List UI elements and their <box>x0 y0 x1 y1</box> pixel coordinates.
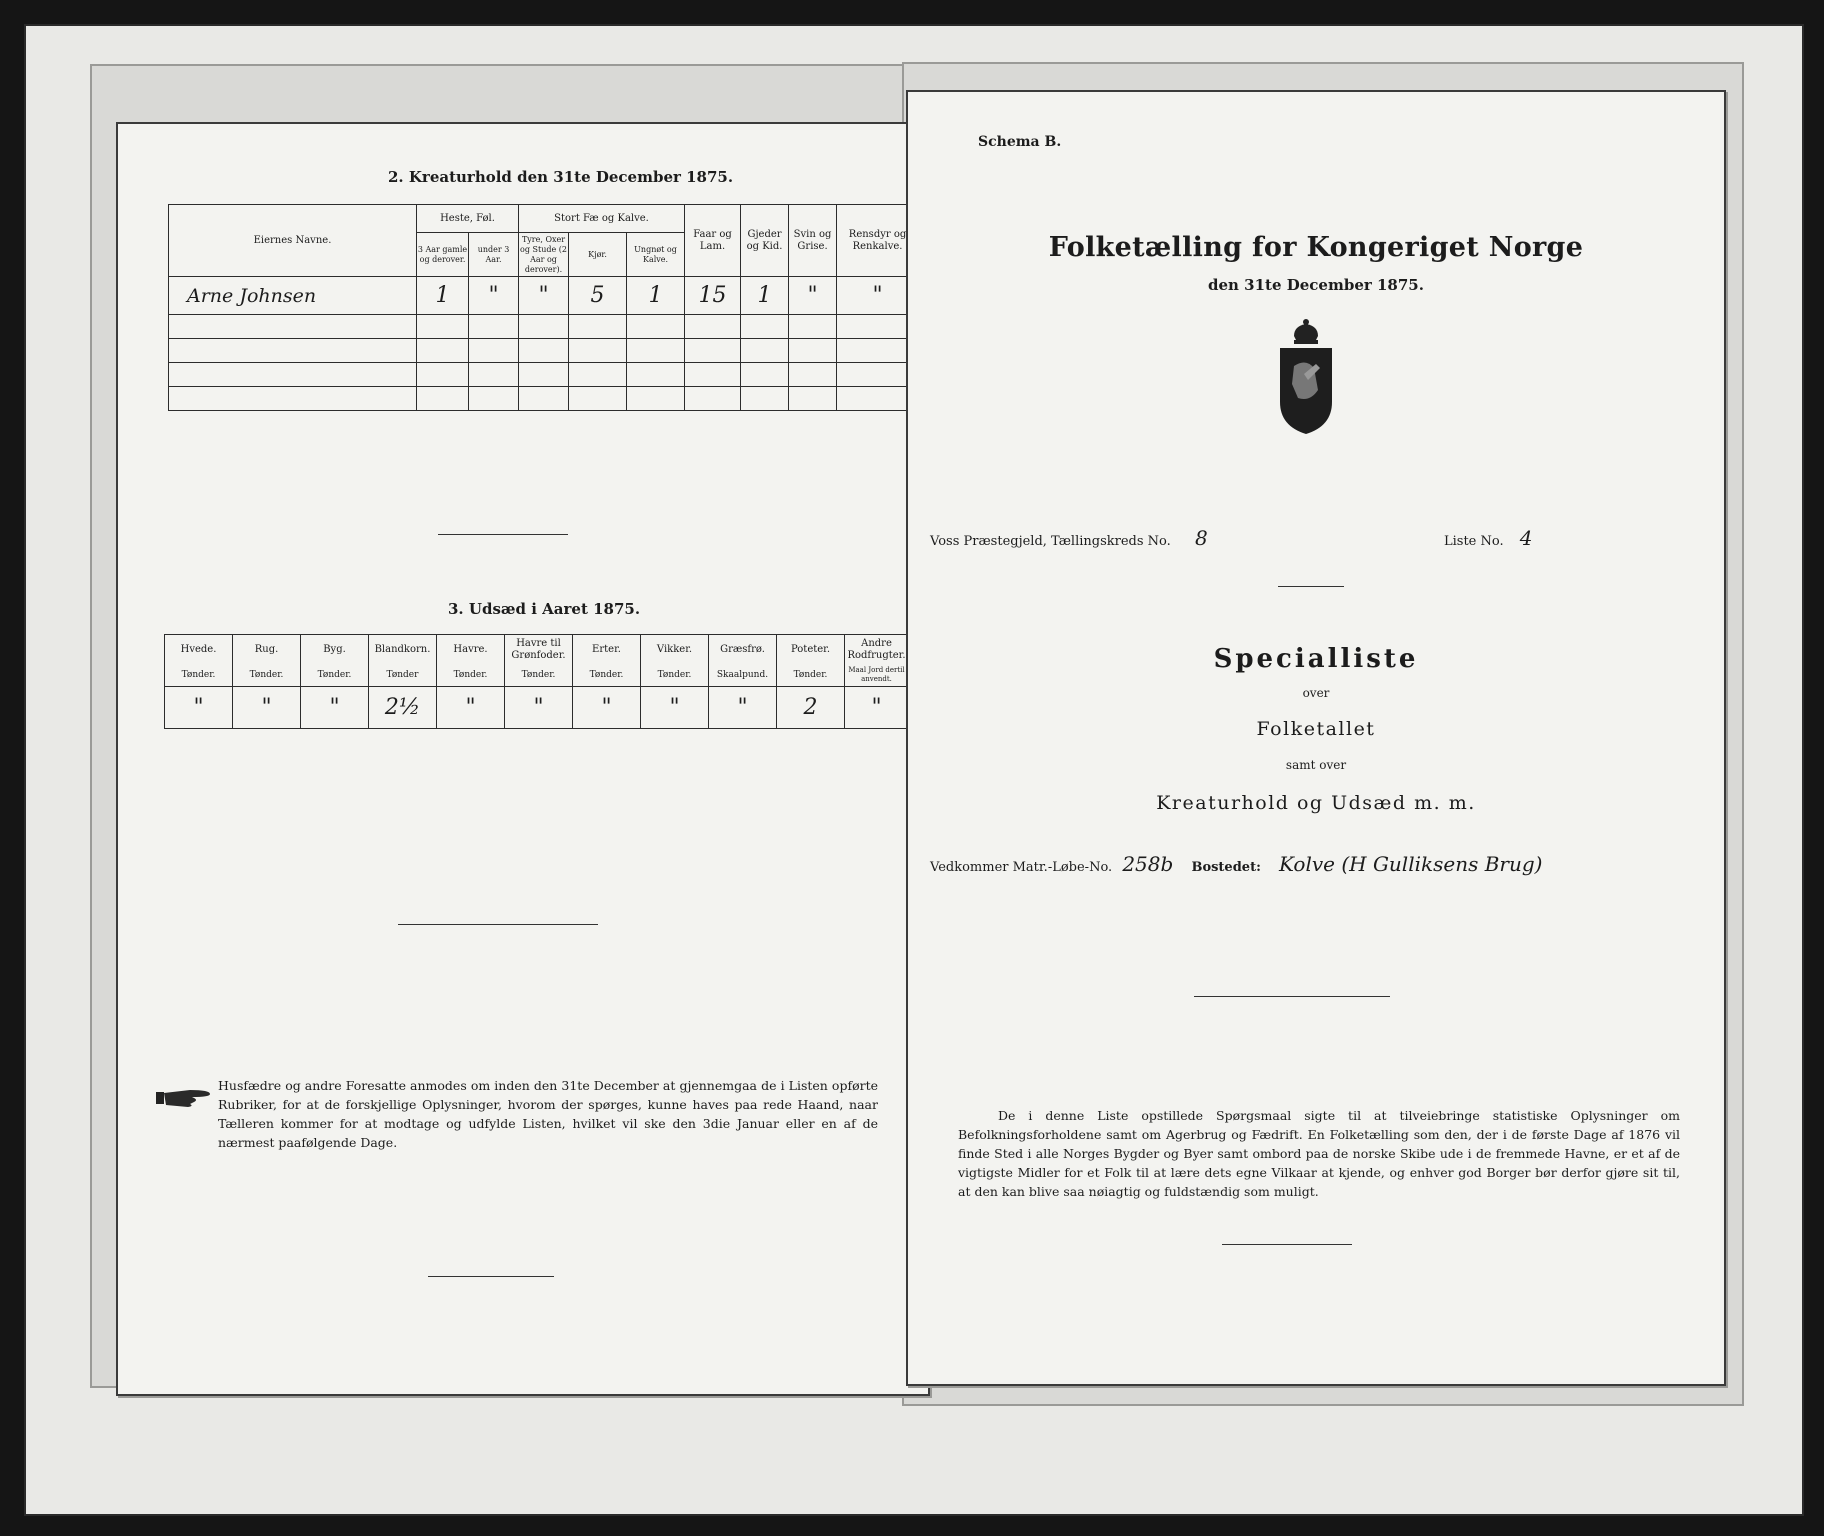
table-row <box>169 363 919 387</box>
seed-value: " <box>165 687 233 729</box>
table-row <box>169 387 919 411</box>
seed-header: Poteter. <box>777 635 845 665</box>
seed-header: Havre til Grønfoder. <box>505 635 573 665</box>
seed-value: " <box>641 687 709 729</box>
matr-line <box>930 852 1542 876</box>
seed-header: Rug. <box>233 635 301 665</box>
seed-unit: Tønder. <box>233 665 301 687</box>
bosted-label: Bostedet: <box>1191 860 1261 875</box>
list-line <box>1444 526 1533 550</box>
district-label: Voss Præstegjeld, Tællingskreds No. <box>930 534 1171 549</box>
seed-unit: Tønder. <box>777 665 845 687</box>
seed-header: Hvede. <box>165 635 233 665</box>
divider <box>438 534 568 535</box>
divider <box>1278 586 1344 587</box>
seed-header: Blandkorn. <box>369 635 437 665</box>
divider <box>398 924 598 925</box>
list-number: 4 <box>1519 526 1533 550</box>
seed-header: Andre Rodfrugter. <box>845 635 909 665</box>
cell-goats: 1 <box>741 277 789 315</box>
seed-header: Græsfrø. <box>709 635 777 665</box>
census-date: den 31te December 1875. <box>1208 276 1424 294</box>
table-row <box>169 277 919 315</box>
header-horses: Heste, Føl. <box>417 205 519 233</box>
header-cattle-young: Ungnøt og Kalve. <box>627 233 685 277</box>
header-sheep: Faar og Lam. <box>685 205 741 277</box>
cell-pigs: " <box>789 277 837 315</box>
livestock-table <box>168 204 919 411</box>
cell-cattle-cows: 5 <box>569 277 627 315</box>
header-cattle: Stort Fæ og Kalve. <box>519 205 685 233</box>
cell-cattle-young: 1 <box>627 277 685 315</box>
header-horses-old: 3 Aar gamle og derover. <box>417 233 469 277</box>
seed-unit: Tønder. <box>165 665 233 687</box>
cell-cattle-bulls: " <box>519 277 569 315</box>
header-pigs: Svin og Grise. <box>789 205 837 277</box>
seed-value: " <box>301 687 369 729</box>
header-cattle-bulls: Tyre, Oxer og Stude (2 Aar og derover). <box>519 233 569 277</box>
list-label: Liste No. <box>1444 534 1504 549</box>
owner-name: Arne Johnsen <box>169 277 417 315</box>
cell-horses-young: " <box>469 277 519 315</box>
specialliste-title: Specialliste <box>1213 644 1419 674</box>
seed-unit: Tønder. <box>641 665 709 687</box>
seed-unit: Tønder <box>369 665 437 687</box>
over-label: over <box>1302 686 1330 700</box>
section3-title: 3. Udsæd i Aaret 1875. <box>448 600 641 618</box>
header-goats: Gjeder og Kid. <box>741 205 789 277</box>
section2-title: 2. Kreaturhold den 31te December 1875. <box>388 168 734 186</box>
header-horses-young: under 3 Aar. <box>469 233 519 277</box>
table-row <box>169 315 919 339</box>
seed-value: " <box>505 687 573 729</box>
seed-value: 2 <box>777 687 845 729</box>
seed-header: Byg. <box>301 635 369 665</box>
seed-unit: Maal Jord dertil anvendt. <box>845 665 909 687</box>
seed-unit: Tønder. <box>437 665 505 687</box>
notice-text: Husfædre og andre Foresatte anmodes om inden den 31te December at gjennemgaa de i Listen opførte Rubriker, for at de forskjellige Oplysninger, hvorom der spørges, kunne haves paa rede Haand, naar Tælleren kommer for at modtage og udfylde Listen, hvilket vil ske den 3die Januar eller en af de nærmest paafølgende Dage. <box>218 1078 878 1150</box>
header-reindeer: Rensdyr og Renkalve. <box>837 205 919 277</box>
main-title: Folketælling for Kongeriget Norge <box>1048 232 1584 263</box>
seed-header: Havre. <box>437 635 505 665</box>
cell-reindeer: " <box>837 277 919 315</box>
divider <box>1222 1244 1352 1245</box>
seed-unit: Skaalpund. <box>709 665 777 687</box>
district-line <box>930 526 1208 550</box>
left-page <box>116 122 930 1396</box>
divider <box>1194 996 1390 997</box>
schema-label: Schema B. <box>978 134 1062 150</box>
coat-of-arms-icon <box>1276 318 1336 440</box>
right-page <box>906 90 1726 1386</box>
divider <box>428 1276 554 1277</box>
table-row <box>165 687 909 729</box>
kreaturhold-title: Kreaturhold og Udsæd m. m. <box>1156 792 1476 814</box>
matr-label: Vedkommer Matr.-Løbe-No. <box>930 860 1113 875</box>
bosted-value: Kolve (H Gulliksens Brug) <box>1279 852 1543 876</box>
seed-value: 2½ <box>369 687 437 729</box>
folketallet-title: Folketallet <box>1256 718 1376 740</box>
seed-unit: Tønder. <box>301 665 369 687</box>
cell-horses-old: 1 <box>417 277 469 315</box>
header-cattle-cows: Kjør. <box>569 233 627 277</box>
info-text: De i denne Liste opstillede Spørgsmaal sigte til at tilveiebringe statistiske Oplysninger om Befolkningsforholdene samt om Agerbrug og Fædrift. En Folketælling som den, der i de første Dage af 1876 vil finde Sted i alle Norges Bygder og Byer samt ombord paa de norske Skibe ude i de fremmede Havne, er et af de vigtigste Midler for et Folk til at lære dets egne Vilkaar at kjende, og enhver god Borger bør derfor gjøre sit til, at den kan blive saa nøiagtig og fuldstændig som muligt. <box>958 1108 1680 1199</box>
seed-table <box>164 634 909 729</box>
seed-value: " <box>437 687 505 729</box>
samt-over-label: samt over <box>1285 758 1347 772</box>
table-row <box>169 339 919 363</box>
seed-value: " <box>233 687 301 729</box>
scan-frame <box>24 24 1804 1516</box>
matr-number: 258b <box>1122 852 1174 876</box>
cell-sheep: 15 <box>685 277 741 315</box>
pointing-hand-icon <box>154 1084 212 1114</box>
seed-value: " <box>709 687 777 729</box>
district-number: 8 <box>1194 526 1208 550</box>
seed-unit: Tønder. <box>573 665 641 687</box>
header-owner: Eiernes Navne. <box>169 205 417 277</box>
seed-unit: Tønder. <box>505 665 573 687</box>
seed-header: Erter. <box>573 635 641 665</box>
seed-value: " <box>573 687 641 729</box>
seed-value: " <box>845 687 909 729</box>
seed-header: Vikker. <box>641 635 709 665</box>
